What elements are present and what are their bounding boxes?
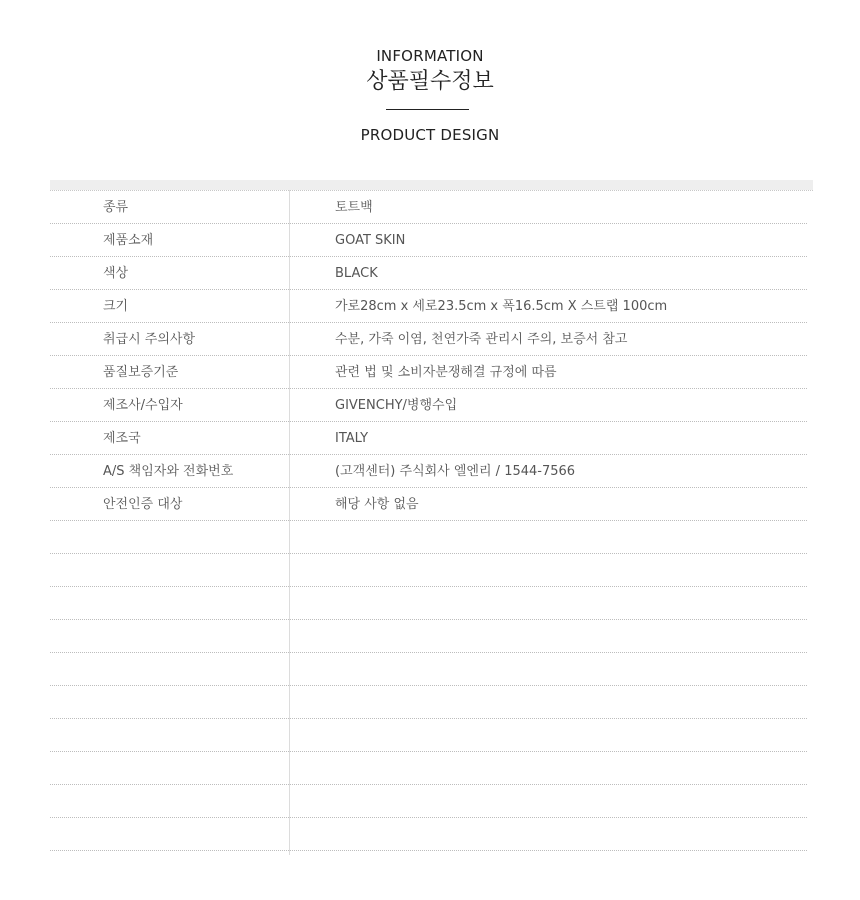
row-value: (고객센터) 주식회사 엘엔리 / 1544-7566 <box>335 464 576 479</box>
row-label: 품질보증기준 <box>103 365 179 380</box>
table-row-empty <box>50 653 807 686</box>
table-row-empty <box>50 521 807 554</box>
row-label: 색상 <box>103 266 129 281</box>
row-value: 가로28cm x 세로23.5cm x 폭16.5cm X 스트랩 100cm <box>335 299 668 314</box>
row-label: 취급시 주의사항 <box>103 332 196 347</box>
row-label: 종류 <box>103 200 129 215</box>
table-row-empty <box>50 686 807 719</box>
row-label: A/S 책임자와 전화번호 <box>103 464 234 479</box>
table-row-empty <box>50 785 807 818</box>
row-label: 안전인증 대상 <box>103 497 183 512</box>
row-label: 크기 <box>103 299 129 314</box>
page-title: 상품필수정보 <box>366 69 494 94</box>
table-row-empty <box>50 620 807 653</box>
table-row <box>50 356 807 389</box>
table-row-empty <box>50 587 807 620</box>
row-value: 해당 사항 없음 <box>335 497 419 512</box>
table-row-empty <box>50 719 807 752</box>
row-value: BLACK <box>335 266 378 281</box>
table-row <box>50 323 807 356</box>
table-row <box>50 257 807 290</box>
table-row <box>50 224 807 257</box>
table-rows <box>50 191 807 851</box>
table-row <box>50 455 807 488</box>
row-label: 제품소재 <box>103 233 154 248</box>
table-row <box>50 488 807 521</box>
row-value: GOAT SKIN <box>335 233 406 248</box>
section-subtitle: PRODUCT DESIGN <box>360 126 500 144</box>
title-divider <box>386 109 469 110</box>
table-row-empty <box>50 752 807 785</box>
row-value: ITALY <box>335 431 369 446</box>
table-row <box>50 290 807 323</box>
table-row-empty <box>50 554 807 587</box>
row-label: 제조국 <box>103 431 141 446</box>
row-value: 수분, 가죽 이염, 천연가죽 관리시 주의, 보증서 참고 <box>335 332 628 347</box>
row-value: 토트백 <box>335 200 373 215</box>
table-row <box>50 191 807 224</box>
table-row <box>50 422 807 455</box>
row-value: GIVENCHY/병행수입 <box>335 398 458 413</box>
table-row-empty <box>50 818 807 851</box>
table-row <box>50 389 807 422</box>
section-eyebrow: INFORMATION <box>376 47 484 65</box>
row-label: 제조사/수입자 <box>103 398 183 413</box>
row-value: 관련 법 및 소비자분쟁해결 규정에 따름 <box>335 365 557 380</box>
table-top-band <box>50 180 813 190</box>
